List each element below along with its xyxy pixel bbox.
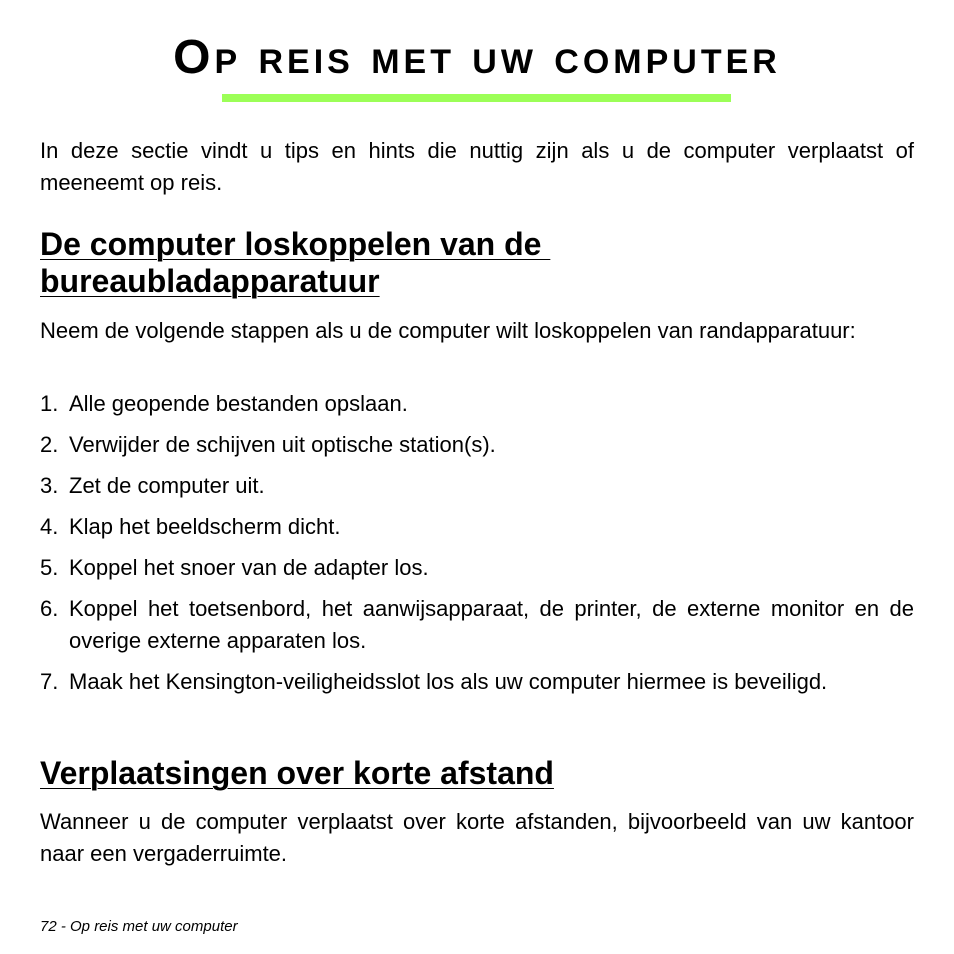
step-text: Zet de computer uit.: [69, 473, 265, 498]
step-number: 7.: [40, 669, 59, 694]
title-underline-bar: [222, 94, 731, 102]
section-heading-disconnect: [40, 226, 550, 300]
step-text: Koppel het toetsenbord, het aanwijsapparaat, de printer, de externe monitor en de overige externe apparaten los.: [69, 596, 914, 653]
step-number: 2.: [40, 432, 59, 457]
step-text: Verwijder de schijven uit optische station(s).: [69, 432, 496, 457]
section-short-distance-body: Wanneer u de computer verplaatst over korte afstanden, bijvoorbeeld van uw kantoor naar een vergaderruimte.: [40, 809, 914, 866]
section-heading-disconnect-line2: bureaubladapparatuur: [40, 263, 380, 299]
section-heading-disconnect-line1: De computer loskoppelen van de: [40, 226, 551, 262]
list-item: [40, 511, 914, 543]
section-heading-short-distance-text: Verplaatsingen over korte afstand: [40, 755, 554, 791]
step-number: 3.: [40, 473, 59, 498]
section-heading-short-distance: [40, 755, 554, 792]
list-item: [40, 552, 914, 584]
step-number: 1.: [40, 391, 59, 416]
step-number: 4.: [40, 514, 59, 539]
list-item: [40, 666, 914, 698]
intro-paragraph: In deze sectie vindt u tips en hints die nuttig zijn als u de computer verplaatst of meeneemt op reis.: [40, 138, 914, 195]
step-number: 6.: [40, 596, 59, 621]
page-footer: 72 - Op reis met uw computer: [40, 918, 238, 935]
step-number: 5.: [40, 555, 59, 580]
list-item: [40, 470, 914, 502]
step-text: Koppel het snoer van de adapter los.: [69, 555, 429, 580]
disconnect-steps-list: [40, 388, 914, 707]
section-disconnect-intro: Neem de volgende stappen als u de computer wilt loskoppelen van randapparatuur:: [40, 318, 856, 343]
step-text: Maak het Kensington-veiligheidsslot los als uw computer hiermee is beveiligd.: [69, 669, 828, 694]
step-text: Alle geopende bestanden opslaan.: [69, 391, 408, 416]
step-text: Klap het beeldscherm dicht.: [69, 514, 341, 539]
chapter-title: Op reis met uw computer: [173, 31, 781, 84]
list-item: [40, 429, 914, 461]
list-item: [40, 593, 914, 657]
list-item: [40, 388, 914, 420]
